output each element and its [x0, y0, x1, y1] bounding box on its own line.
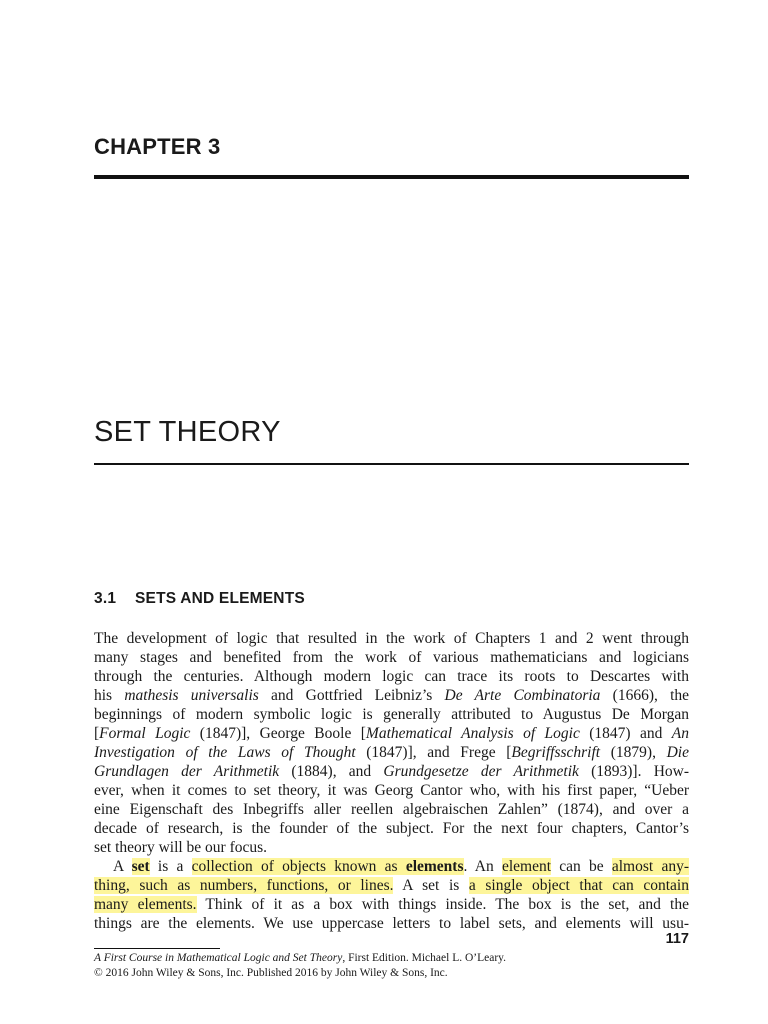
body-line-2: many stages and benefited from the work of various mathematicians and logicians [94, 649, 689, 666]
section-heading [94, 590, 305, 608]
title-rule [94, 463, 689, 465]
footnote-copyright: © 2016 John Wiley & Sons, Inc. Published 2016 by John Wiley & Sons, Inc. [94, 967, 448, 979]
chapter-rule [94, 175, 689, 179]
body-line-4: his mathesis universalis and Gottfried Leibniz’s De Arte Combinatoria (1666), the [94, 687, 689, 704]
chapter-title: SET THEORY [94, 416, 281, 448]
page-number: 117 [665, 931, 689, 947]
body-line-14: thing, such as numbers, functions, or lines. A set is a single object that can contain [94, 877, 689, 894]
body-line-13: A set is a collection of objects known as elements. An element can be almost any- [113, 858, 689, 875]
section-number: 3.1 [94, 590, 117, 607]
highlight: collection of objects known as [191, 858, 406, 875]
highlight: set [131, 858, 150, 875]
chapter-label: CHAPTER 3 [94, 134, 221, 159]
body-line-9: ever, when it comes to set theory, it was Georg Cantor who, with his first paper, “Ueber [94, 782, 689, 799]
book-title: A First Course in Mathematical Logic and Set Theory [94, 952, 343, 964]
body-line-11: decade of research, is the founder of the subject. For the next four chapters, Cantor’s [94, 820, 689, 837]
highlight: thing, such as numbers, functions, or lines. [94, 877, 394, 894]
body-line-10: eine Eigenschaft des Inbegriffs aller reellen algebraischen Zahlen” (1874), and over a [94, 801, 689, 818]
footnote-rule [94, 948, 220, 949]
highlight: element [501, 858, 552, 875]
body-line-16: things are the elements. We use uppercase letters to label sets, and elements will usu- [94, 915, 689, 932]
body-line-6: [Formal Logic (1847)], George Boole [Mathematical Analysis of Logic (1847) and An [94, 725, 690, 742]
body-line-3: through the centuries. Although modern logic can trace its roots to Descartes with [94, 668, 689, 685]
edition-author: , First Edition. Michael L. O’Leary. [342, 952, 507, 964]
body-line-5: beginnings of modern symbolic logic is generally attributed to Augustus De Morgan [94, 706, 689, 723]
highlight: elements [405, 858, 464, 875]
highlight: a single object that can contain [468, 877, 689, 894]
body-line-8: Grundlagen der Arithmetik (1884), and Grundgesetze der Arithmetik (1893)]. How- [94, 763, 689, 780]
body-line-7: Investigation of the Laws of Thought (1847)], and Frege [Begriffsschrift (1879), Die [94, 744, 689, 761]
body-line-12: set theory will be our focus. [94, 839, 268, 856]
footnote-citation [94, 951, 506, 965]
body-line-15: many elements. Think of it as a box with things inside. The box is the set, and the [94, 896, 689, 913]
body-line-1: The development of logic that resulted in the work of Chapters 1 and 2 went through [94, 630, 689, 647]
highlight: many elements. [94, 896, 197, 913]
section-title: SETS AND ELEMENTS [135, 590, 305, 607]
highlight: almost any- [611, 858, 689, 875]
